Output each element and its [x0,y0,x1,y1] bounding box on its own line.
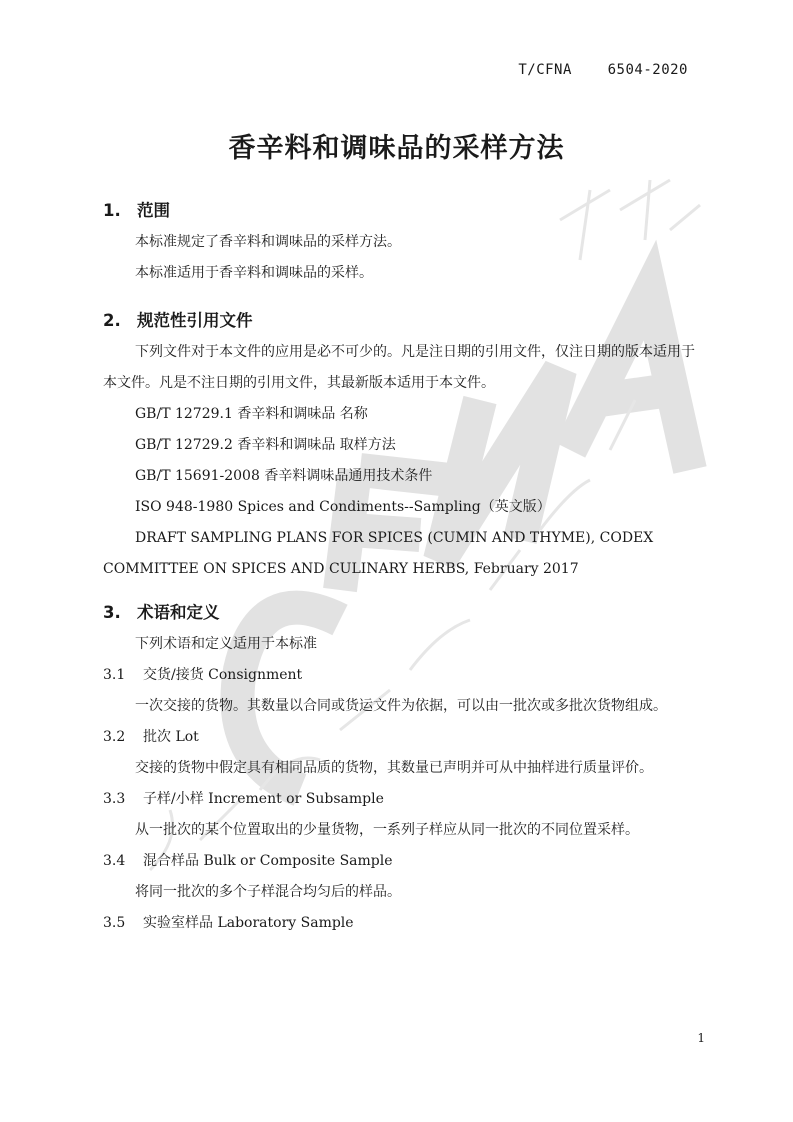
term-name: 批次 Lot [143,729,199,745]
term-name: 实验室样品 Laboratory Sample [143,915,354,931]
reference-item: GB/T 12729.2 香辛料和调味品 取样方法 [135,437,396,453]
section-heading [103,195,695,227]
term-heading [103,846,695,877]
term-heading [103,722,695,753]
paragraph: 本标准适用于香辛料和调味品的采样。 [135,265,373,281]
document-title: 香辛料和调味品的采样方法 [228,133,565,164]
section-heading [103,597,695,629]
section-title: 规范性引用文件 [137,311,253,330]
term-number: 3.1 [103,667,126,683]
page-number: 1 [697,1031,705,1045]
paragraph: 下列术语和定义适用于本标准 [135,636,317,652]
term-number: 3.4 [103,853,126,869]
term-number: 3.5 [103,915,126,931]
reference-item: GB/T 12729.1 香辛料和调味品 名称 [135,406,368,422]
reference-item: ISO 948-1980 Spices and Condiments--Sampling（英文版） [135,499,551,515]
section-title: 范围 [137,201,170,220]
term-name: 混合样品 Bulk or Composite Sample [143,853,393,869]
paragraph: 本标准规定了香辛料和调味品的采样方法。 [135,234,401,250]
section-number: 1. [103,201,121,220]
term-heading [103,908,695,939]
term-heading [103,660,695,691]
term-number: 3.2 [103,729,126,745]
section-heading [103,305,695,337]
term-name: 子样/小样 Increment or Subsample [143,791,384,807]
term-definition: 从一批次的某个位置取出的少量货物，一系列子样应从同一批次的不同位置采样。 [135,822,639,838]
reference-item: DRAFT SAMPLING PLANS FOR SPICES (CUMIN AND THYME), CODEX COMMITTEE ON SPICES AND CULINARY HERBS, February 2017 [103,530,654,577]
term-name: 交货/接货 Consignment [143,667,303,683]
term-definition: 将同一批次的多个子样混合均匀后的样品。 [135,884,401,900]
term-definition: 一次交接的货物。其数量以合同或货运文件为依据，可以由一批次或多批次货物组成。 [135,698,667,714]
document-body [103,195,695,939]
paragraph: 下列文件对于本文件的应用是必不可少的。凡是注日期的引用文件，仅注日期的版本适用于本文件。凡是不注日期的引用文件，其最新版本适用于本文件。 [103,344,695,391]
term-definition: 交接的货物中假定具有相同品质的货物，其数量已声明并可从中抽样进行质量评价。 [135,760,653,776]
section-number: 3. [103,603,121,622]
section-number: 2. [103,311,121,330]
term-number: 3.3 [103,791,126,807]
term-heading [103,784,695,815]
reference-item: GB/T 15691-2008 香辛料调味品通用技术条件 [135,468,433,484]
section-title: 术语和定义 [137,603,220,622]
document-code: T/CFNA 6504-2020 [518,62,688,78]
